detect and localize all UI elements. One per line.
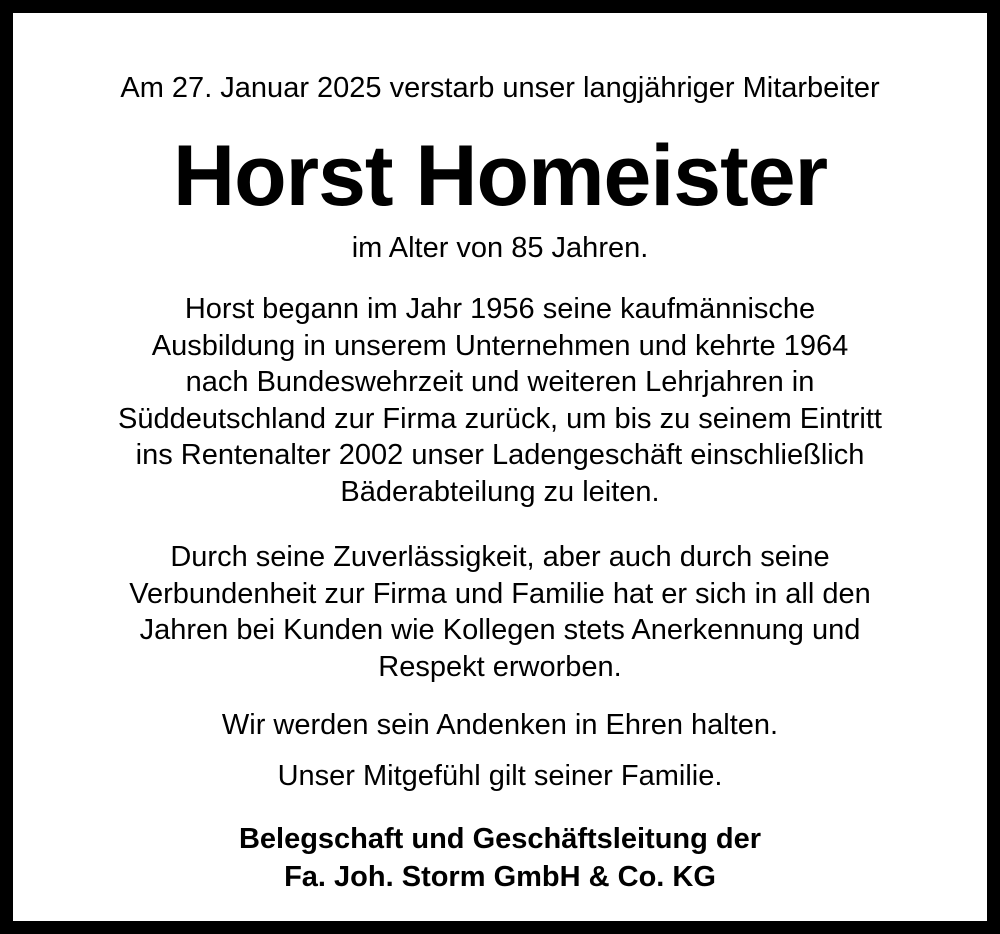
signature-block <box>26 820 974 896</box>
tribute-line: Verbundenheit zur Firma und Familie hat er sich in all den <box>129 577 871 610</box>
tribute-line: Jahren bei Kunden wie Kollegen stets Anerkennung und <box>139 614 861 646</box>
career-line: nach Bundeswehrzeit und weiteren Lehrjahren in <box>185 366 815 398</box>
age-text: im Alter von 85 Jahren. <box>351 232 649 264</box>
intro-text: Am 27. Januar 2025 verstarb unser langjähriger Mitarbeiter <box>120 72 880 104</box>
signature-line: Fa. Joh. Storm GmbH & Co. KG <box>284 861 716 893</box>
career-line: ins Rentenalter 2002 unser Ladengeschäft einschließlich <box>135 439 865 471</box>
career-line: Horst begann im Jahr 1956 seine kaufmännische <box>184 293 816 325</box>
signature-line: Belegschaft und Geschäftsleitung der <box>238 823 762 855</box>
career-line: Ausbildung in unserem Unternehmen und kehrte 1964 <box>151 329 849 362</box>
deceased-name: Horst Homeister <box>172 128 828 224</box>
remembrance-text: Wir werden sein Andenken in Ehren halten. <box>221 709 779 741</box>
career-paragraph <box>46 291 954 510</box>
notice-content <box>26 26 974 908</box>
career-line: Süddeutschland zur Firma zurück, um bis zu seinem Eintritt <box>118 402 882 435</box>
career-line: Bäderabteilung zu leiten. <box>340 475 660 508</box>
tribute-line: Durch seine Zuverlässigkeit, aber auch durch seine <box>170 541 830 573</box>
condolence-text: Unser Mitgefühl gilt seiner Familie. <box>277 760 723 792</box>
tribute-paragraph <box>46 539 954 685</box>
tribute-line: Respekt erworben. <box>378 650 622 683</box>
